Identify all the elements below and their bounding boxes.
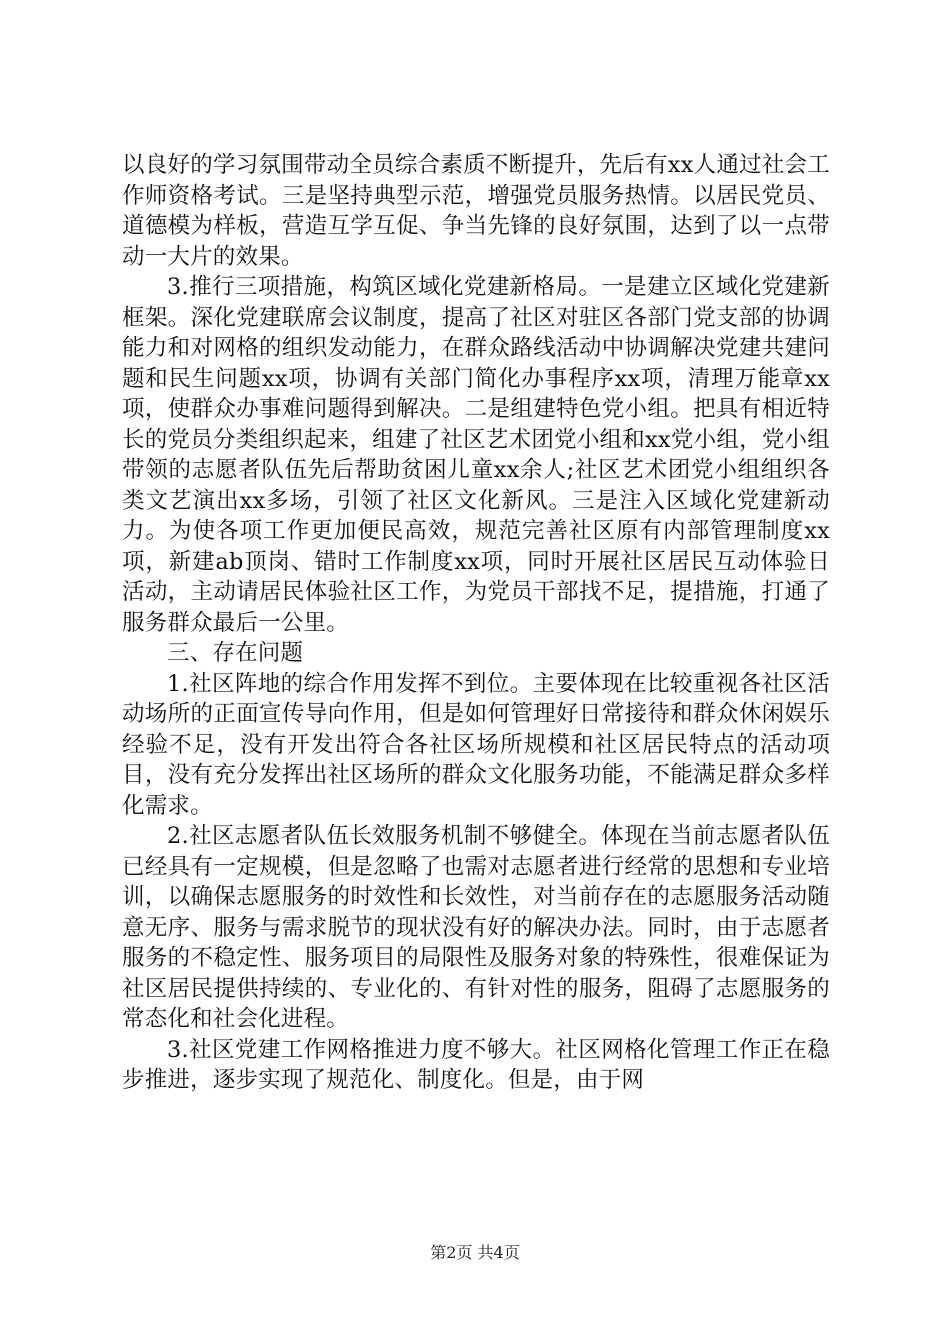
document-body [122, 150, 830, 1096]
paragraph-continuation: 以良好的学习氛围带动全员综合素质不断提升，先后有xx人通过社会工作师资格考试。三是坚持典型示范，增强党员服务热情。以居民党员、道德模为样板，营造互学互促、争当先锋的良好氛围，达到了以一点带动一大片的效果。 [122, 152, 830, 270]
paragraph-item-3-regional-party-building: 3.推行三项措施，构筑区域化党建新格局。一是建立区域化党建新框架。深化党建联席会议制度，提高了社区对驻区各部门党支部的协调能力和对网格的组织发动能力，在群众路线活动中协调解决党建共建问题和民生问题xx项，协调有关部门简化办事程序xx项，清理万能章xx项，使群众办事难问题得到解决。二是组建特色党小组。把具有相近特长的党员分类组织起来，组建了社区艺术团党小组和xx党小组，党小组带领的志愿者队伍先后帮助贫困儿童xx余人;社区艺术团党小组组织各类文艺演出xx多场，引领了社区文化新风。三是注入区域化党建新动力。为使各项工作更加便民高效，规范完善社区原有内部管理制度xx项，新建ab顶岗、错时工作制度xx项，同时开展社区居民互动体验日活动，主动请居民体验社区工作，为党员干部找不足，提措施，打通了服务群众最后一公里。 [122, 274, 830, 636]
paragraph-problem-2: 2.社区志愿者队伍长效服务机制不够健全。体现在当前志愿者队伍已经具有一定规模，但是忽略了也需对志愿者进行经常的思想和专业培训，以确保志愿服务的时效性和长效性，对当前存在的志愿服务活动随意无序、服务与需求脱节的现状没有好的解决办法。同时，由于志愿者服务的不稳定性、服务项目的局限性及服务对象的特殊性，很难保证为社区居民提供持续的、专业化的、有针对性的服务，阻碍了志愿服务的常态化和社会化进程。 [122, 823, 830, 1032]
page-number-footer: 第2页 共4页 [430, 1243, 520, 1262]
paragraph-problem-1: 1.社区阵地的综合作用发挥不到位。主要体现在比较重视各社区活动场所的正面宣传导向作用，但是如何管理好日常接待和群众休闲娱乐经验不足，没有开发出符合各社区场所规模和社区居民特点的活动项目，没有充分发挥出社区场所的群众文化服务功能，不能满足群众多样化需求。 [122, 670, 830, 819]
paragraph-problem-3: 3.社区党建工作网格推进力度不够大。社区网格化管理工作正在稳步推进，逐步实现了规范化、制度化。但是，由于网 [122, 1036, 830, 1093]
section-heading-existing-problems: 三、存在问题 [167, 640, 304, 666]
